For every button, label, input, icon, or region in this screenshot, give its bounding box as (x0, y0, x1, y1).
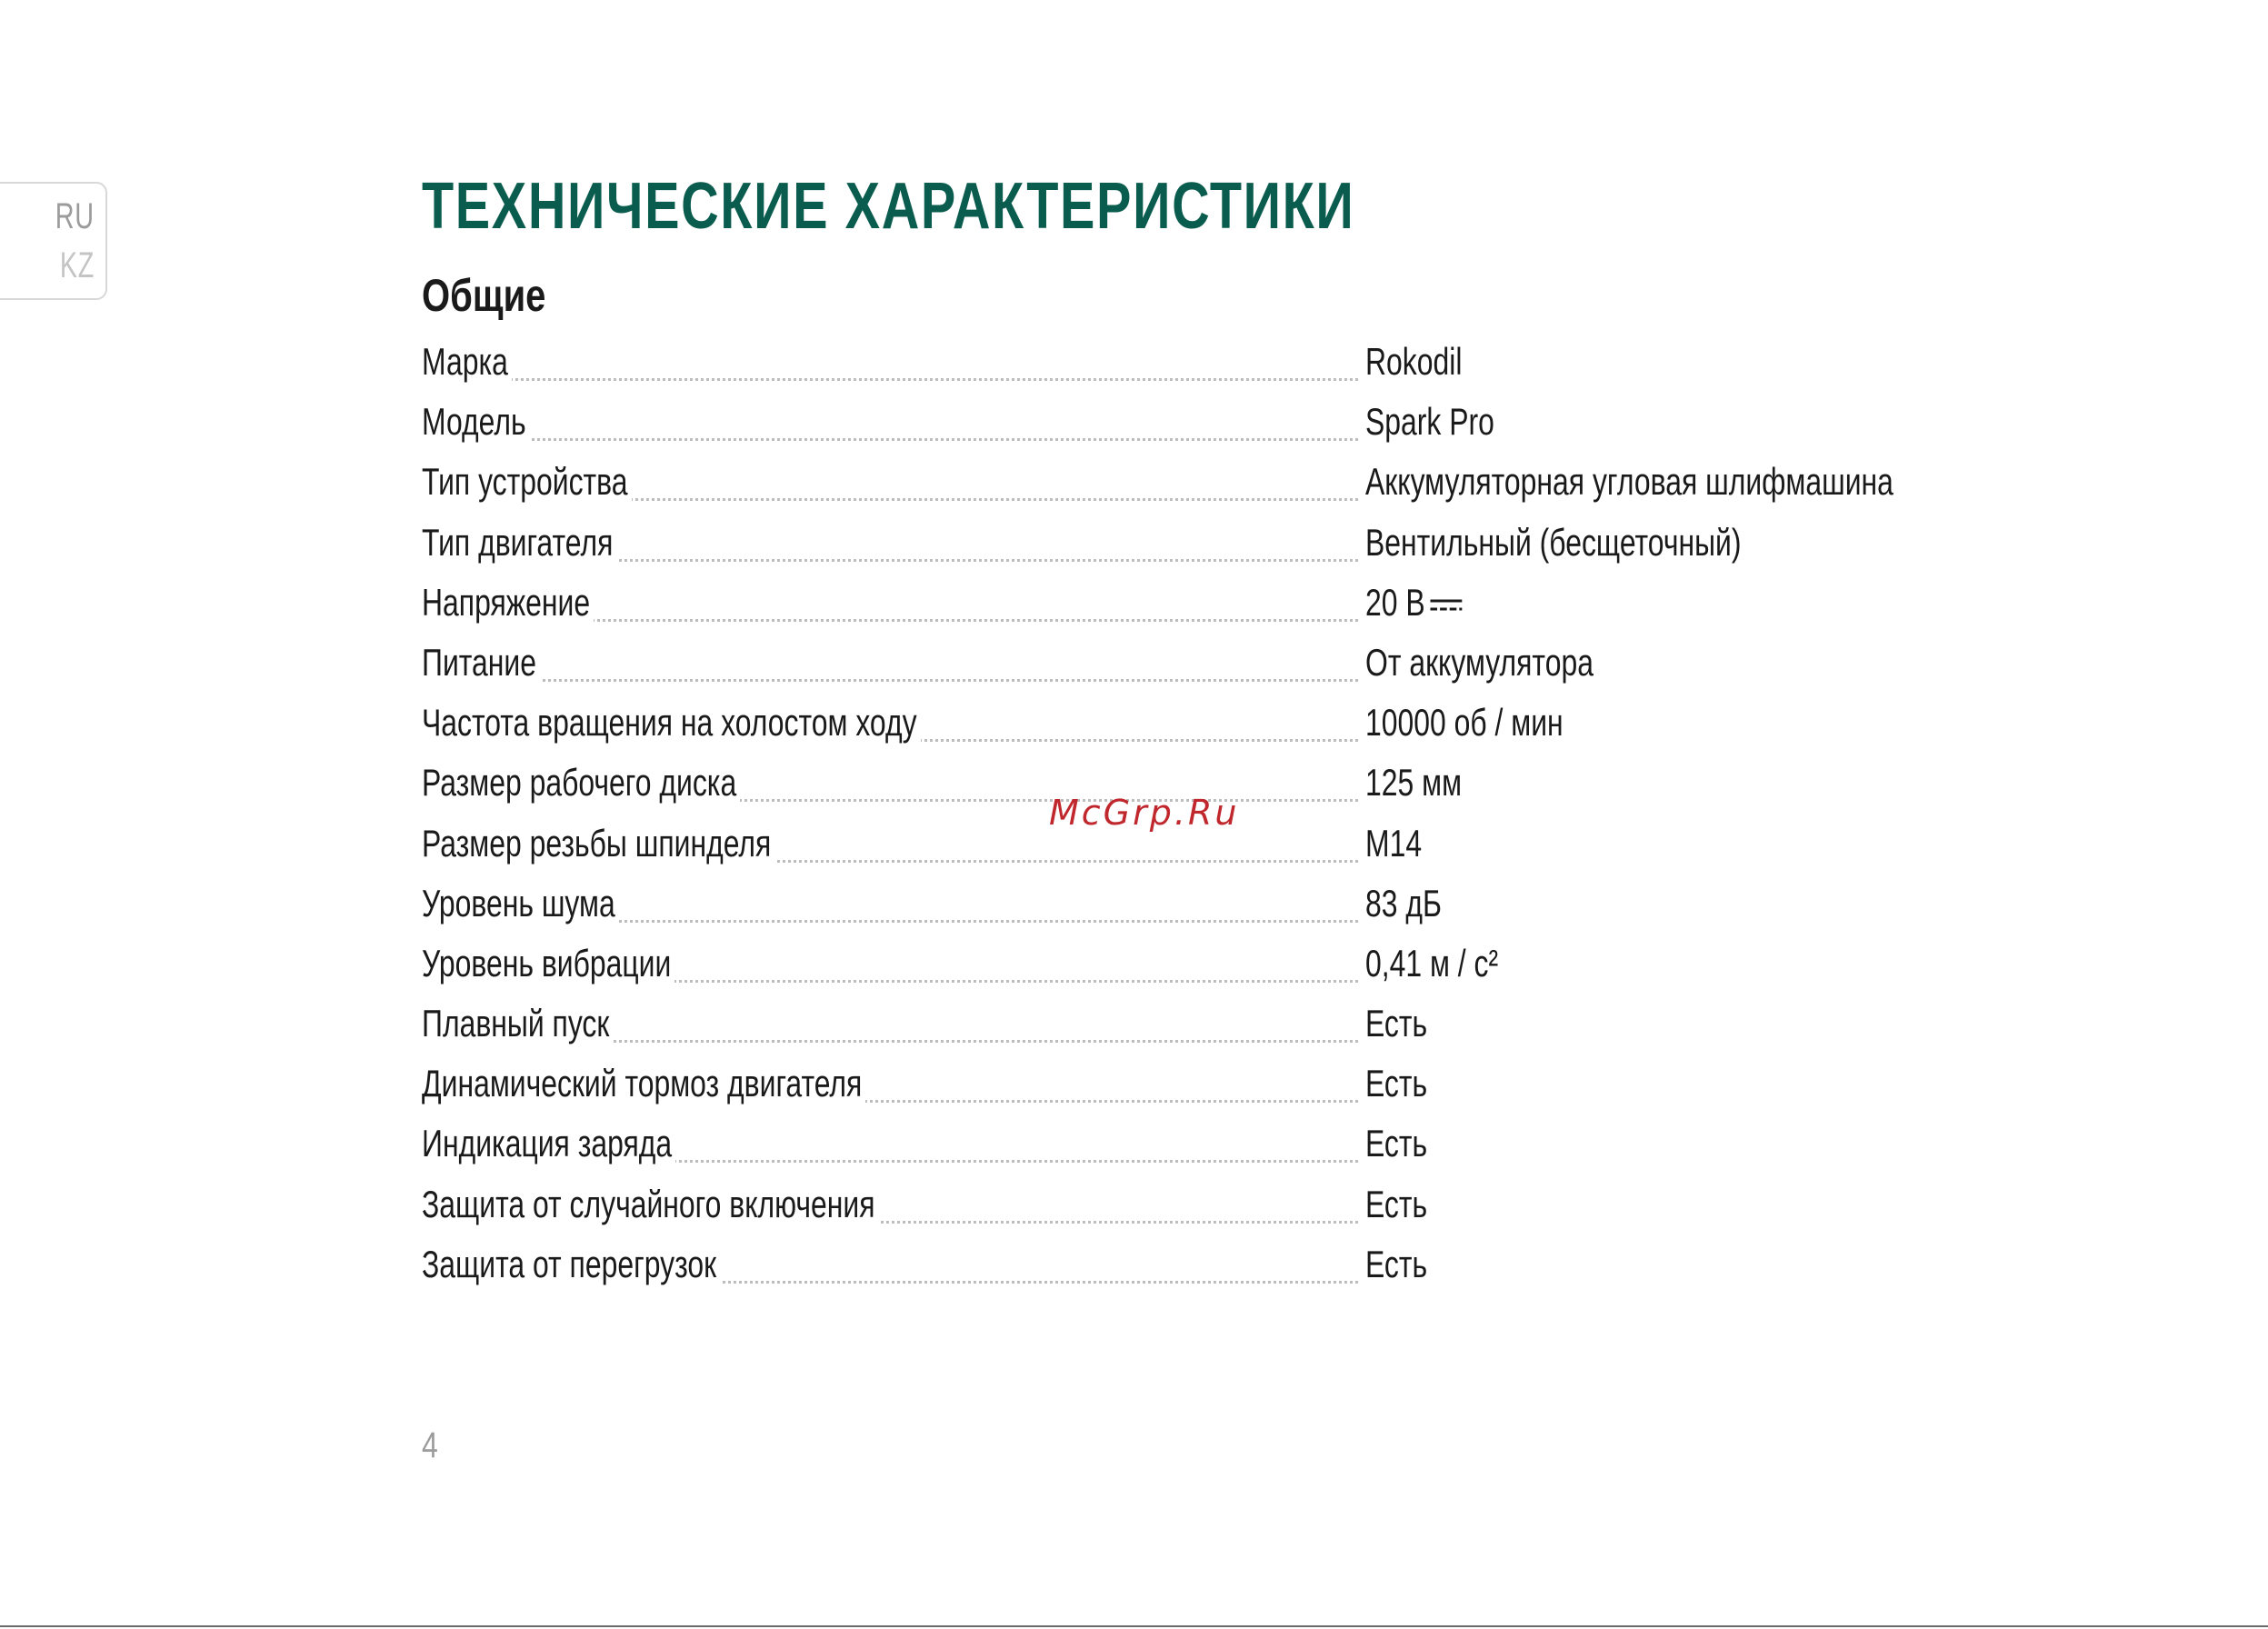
spec-value: Есть (1365, 1179, 1427, 1230)
spec-row (422, 451, 1931, 511)
spec-row (422, 873, 1931, 933)
spec-value: Вентильный (бесщеточный) (1365, 517, 1741, 568)
spec-value: 0,41 м / с² (1365, 938, 1498, 989)
spec-row (422, 1053, 1931, 1113)
spec-value: Есть (1365, 998, 1427, 1049)
spec-label: Защита от случайного включения (422, 1182, 875, 1225)
spec-value: Есть (1365, 1239, 1427, 1290)
dot-leader (422, 378, 1358, 381)
spec-value: От аккумулятора (1365, 637, 1594, 688)
spec-row (422, 1174, 1931, 1234)
spec-label: Уровень вибрации (422, 941, 672, 984)
spec-row (422, 391, 1931, 451)
spec-row (422, 512, 1931, 572)
spec-value: Аккумуляторная угловая шлифмашина (1365, 456, 1893, 507)
spec-label: Частота вращения на холостом ходу (422, 701, 917, 745)
spec-label: Плавный пуск (422, 1002, 610, 1045)
page-number: 4 (422, 1425, 438, 1465)
language-kz[interactable]: KZ (59, 245, 95, 285)
spec-label: Тип двигателя (422, 520, 614, 564)
spec-value: M14 (1365, 818, 1422, 869)
dot-leader (422, 679, 1358, 682)
spec-value: Есть (1365, 1058, 1427, 1109)
spec-row (422, 933, 1931, 993)
spec-label: Уровень шума (422, 881, 615, 924)
spec-label: Защита от перегрузок (422, 1242, 717, 1285)
spec-value: Spark Pro (1365, 396, 1494, 447)
spec-row (422, 692, 1931, 752)
spec-row (422, 572, 1931, 632)
spec-value: Rokodil (1365, 336, 1462, 387)
spec-label: Марка (422, 340, 508, 383)
spec-row (422, 1234, 1931, 1294)
spec-row (422, 993, 1931, 1053)
language-ru[interactable]: RU (55, 196, 95, 236)
spec-label: Индикация заряда (422, 1122, 673, 1165)
section-title: Общие (422, 270, 546, 321)
spec-label: Размер рабочего диска (422, 761, 737, 805)
spec-label: Динамический тормоз двигателя (422, 1062, 863, 1105)
spec-value: 10000 об / мин (1365, 697, 1564, 748)
dot-leader (422, 438, 1358, 441)
spec-label: Модель (422, 400, 526, 444)
bottom-rule (0, 1625, 2268, 1627)
spec-row (422, 1113, 1931, 1173)
spec-row (422, 632, 1931, 692)
watermark: McGrp.Ru (1049, 793, 1240, 833)
spec-value: Есть (1365, 1118, 1427, 1169)
spec-value: 20 В (1365, 577, 1463, 628)
spec-value: 83 дБ (1365, 878, 1442, 929)
page-title: ТЕХНИЧЕСКИЕ ХАРАКТЕРИСТИКИ (422, 170, 1355, 243)
spec-value: 125 мм (1365, 757, 1462, 808)
spec-row (422, 331, 1931, 391)
spec-label: Питание (422, 640, 537, 684)
spec-label: Размер резьбы шпинделя (422, 821, 772, 864)
spec-label: Тип устройства (422, 460, 628, 504)
dc-current-icon (1431, 595, 1463, 615)
spec-label: Напряжение (422, 580, 591, 624)
language-tab[interactable] (0, 182, 107, 300)
